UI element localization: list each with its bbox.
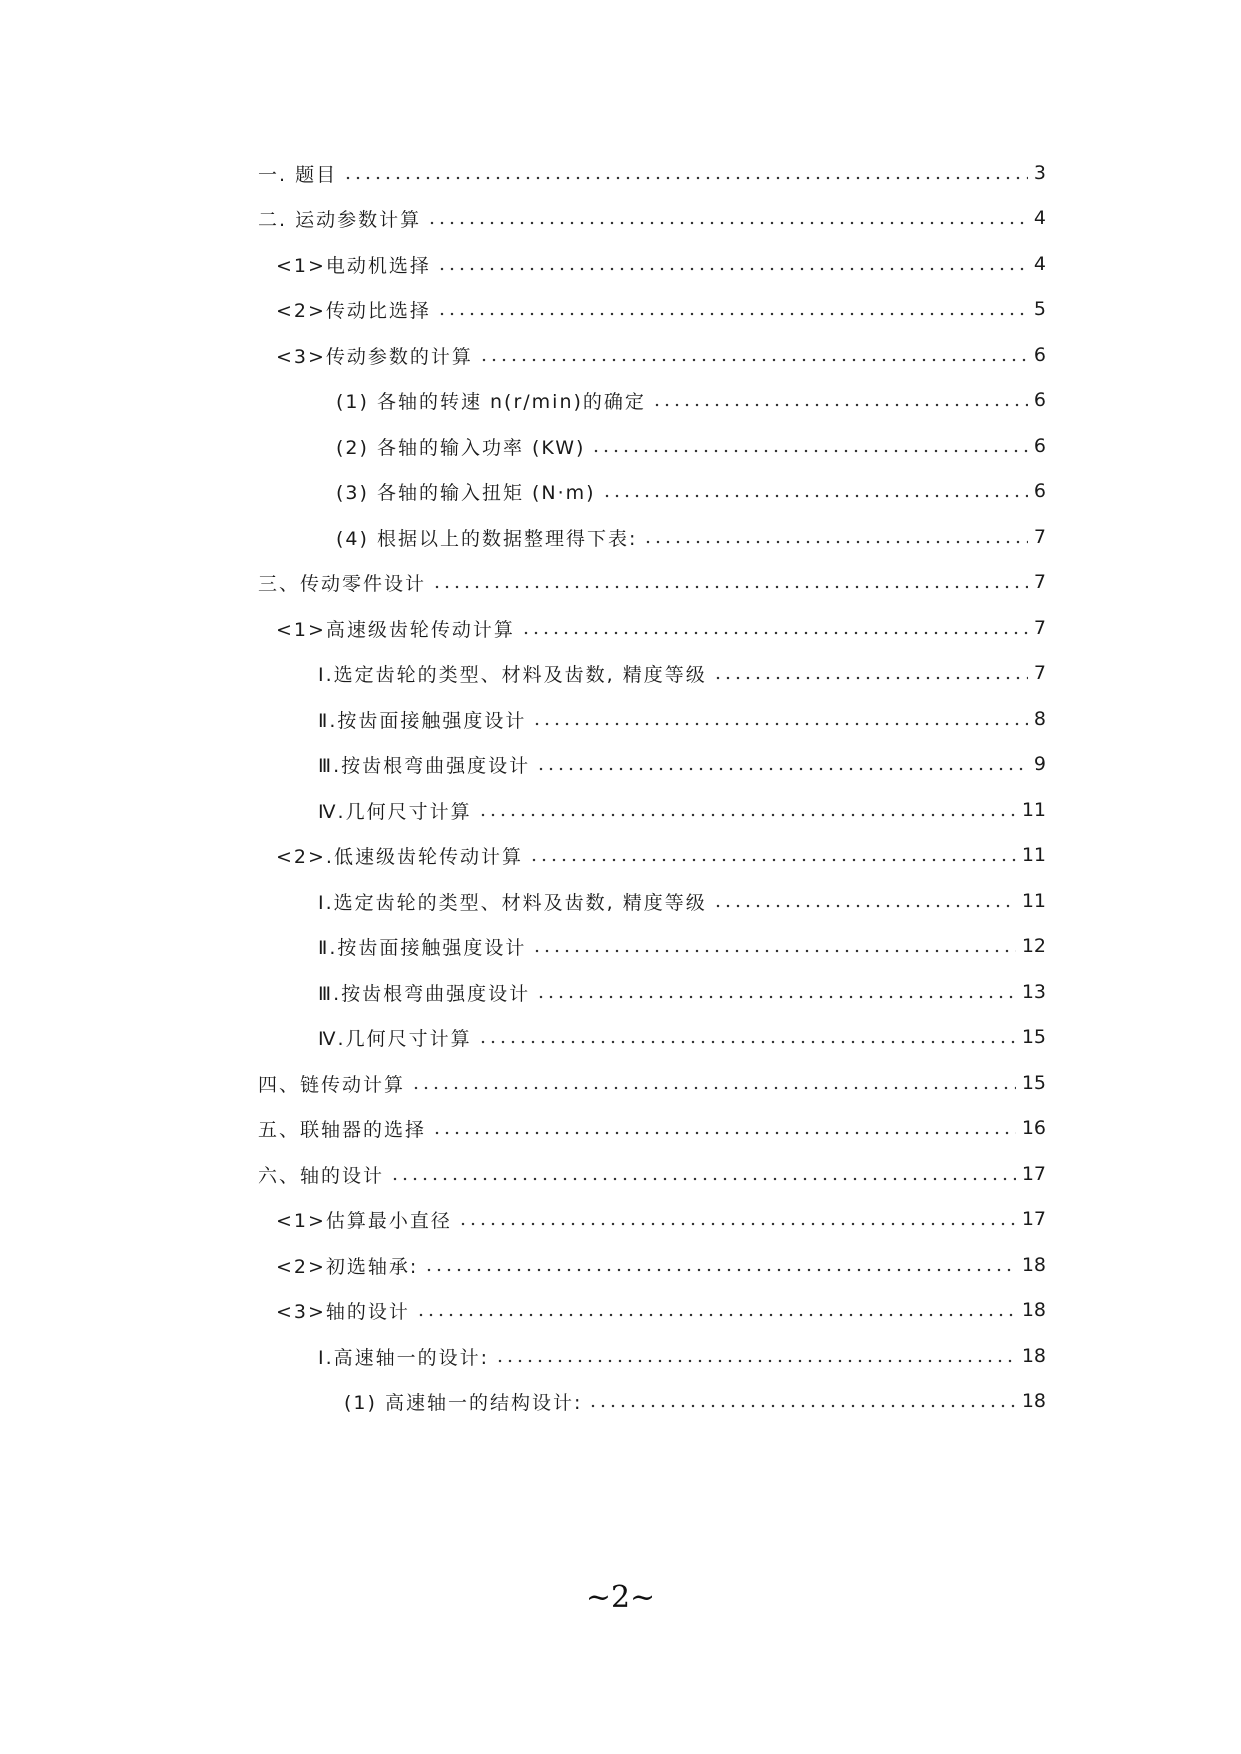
toc-entry[interactable] bbox=[344, 1383, 1046, 1419]
toc-dot-leader bbox=[652, 403, 1028, 407]
toc-dot-leader bbox=[427, 221, 1028, 225]
toc-dot-leader bbox=[390, 1177, 1016, 1181]
page-number: ~2~ bbox=[585, 1580, 656, 1615]
toc-dot-leader bbox=[437, 312, 1028, 316]
toc-entry[interactable] bbox=[336, 428, 1046, 464]
toc-entry-label: 一. 题目 bbox=[258, 163, 338, 186]
toc-entry[interactable] bbox=[318, 974, 1046, 1010]
toc-entry-label: <3>传动参数的计算 bbox=[276, 345, 473, 368]
toc-entry-page: 6 bbox=[1033, 480, 1046, 502]
toc-entry-page: 18 bbox=[1021, 1390, 1046, 1412]
toc-entry-page: 12 bbox=[1021, 935, 1046, 957]
toc-dot-leader bbox=[479, 358, 1028, 362]
toc-dot-leader bbox=[588, 1404, 1015, 1408]
toc-entry-label: Ⅱ.按齿面接触强度设计 bbox=[318, 709, 527, 732]
toc-entry-page: 15 bbox=[1021, 1026, 1046, 1048]
toc-entry-page: 6 bbox=[1033, 389, 1046, 411]
toc-dot-leader bbox=[411, 1086, 1016, 1090]
toc-entry-page: 7 bbox=[1033, 617, 1046, 639]
toc-entry-page: 17 bbox=[1021, 1163, 1046, 1185]
toc-dot-leader bbox=[416, 1313, 1016, 1317]
toc-entry-page: 7 bbox=[1033, 662, 1046, 684]
toc-entry-label: (2) 各轴的输入功率 (KW) bbox=[336, 436, 586, 459]
toc-entry-label: 五、联轴器的选择 bbox=[258, 1118, 427, 1141]
toc-entry-label: <2>.低速级齿轮传动计算 bbox=[276, 845, 523, 868]
toc-dot-leader bbox=[458, 1222, 1016, 1226]
toc-entry-label: Ⅰ.选定齿轮的类型、材料及齿数, 精度等级 bbox=[318, 663, 707, 686]
toc-entry[interactable] bbox=[276, 837, 1046, 873]
toc-dot-leader bbox=[343, 176, 1028, 180]
toc-entry[interactable] bbox=[276, 1292, 1046, 1328]
toc-entry-page: 11 bbox=[1021, 844, 1046, 866]
toc-entry[interactable] bbox=[336, 519, 1046, 555]
toc-entry-label: <1>电动机选择 bbox=[276, 254, 431, 277]
toc-entry[interactable] bbox=[258, 200, 1046, 236]
toc-dot-leader bbox=[432, 1131, 1016, 1135]
toc-entry[interactable] bbox=[258, 155, 1046, 191]
toc-dot-leader bbox=[713, 676, 1028, 680]
toc-entry[interactable] bbox=[318, 1338, 1046, 1374]
toc-dot-leader bbox=[532, 722, 1028, 726]
toc-entry[interactable] bbox=[318, 883, 1046, 919]
toc-entry[interactable] bbox=[276, 246, 1046, 282]
toc-dot-leader bbox=[536, 767, 1028, 771]
toc-entry[interactable] bbox=[318, 701, 1046, 737]
toc-dot-leader bbox=[495, 1359, 1016, 1363]
toc-entry-label: (1) 各轴的转速 n(r/min)的确定 bbox=[336, 390, 646, 413]
toc-entry-page: 3 bbox=[1033, 162, 1046, 184]
toc-entry-page: 7 bbox=[1033, 526, 1046, 548]
toc-entry-label: 二. 运动参数计算 bbox=[258, 208, 422, 231]
toc-entry-label: <1>估算最小直径 bbox=[276, 1209, 452, 1232]
toc-entry[interactable] bbox=[276, 337, 1046, 373]
toc-dot-leader bbox=[432, 585, 1028, 589]
toc-entry[interactable] bbox=[276, 291, 1046, 327]
toc-dot-leader bbox=[536, 995, 1016, 999]
toc-entry-page: 4 bbox=[1033, 253, 1046, 275]
toc-entry-label: 四、链传动计算 bbox=[258, 1073, 406, 1096]
toc-entry-label: <2>传动比选择 bbox=[276, 299, 431, 322]
toc-entry[interactable] bbox=[318, 655, 1046, 691]
toc-entry[interactable] bbox=[258, 1110, 1046, 1146]
toc-entry-page: 6 bbox=[1033, 435, 1046, 457]
toc-dot-leader bbox=[437, 267, 1028, 271]
toc-entry-page: 15 bbox=[1021, 1072, 1046, 1094]
toc-entry-page: 11 bbox=[1021, 799, 1046, 821]
toc-entry[interactable] bbox=[258, 564, 1046, 600]
toc-entry-page: 9 bbox=[1033, 753, 1046, 775]
toc-entry-page: 18 bbox=[1021, 1345, 1046, 1367]
toc-entry-label: 三、传动零件设计 bbox=[258, 572, 427, 595]
toc-entry[interactable] bbox=[318, 1019, 1046, 1055]
toc-entry-label: Ⅲ.按齿根弯曲强度设计 bbox=[318, 982, 531, 1005]
toc-entry-label: 六、轴的设计 bbox=[258, 1164, 385, 1187]
toc-entry[interactable] bbox=[336, 382, 1046, 418]
toc-entry[interactable] bbox=[276, 1247, 1046, 1283]
toc-dot-leader bbox=[478, 813, 1016, 817]
toc-entry-page: 18 bbox=[1021, 1254, 1046, 1276]
toc-entry-label: Ⅰ.选定齿轮的类型、材料及齿数, 精度等级 bbox=[318, 891, 707, 914]
toc-entry-page: 18 bbox=[1021, 1299, 1046, 1321]
toc-entry[interactable] bbox=[318, 792, 1046, 828]
toc-entry-label: Ⅳ.几何尺寸计算 bbox=[318, 1027, 472, 1050]
toc-entry[interactable] bbox=[318, 928, 1046, 964]
toc-entry-page: 5 bbox=[1033, 298, 1046, 320]
toc-entry[interactable] bbox=[276, 610, 1046, 646]
toc-entry-page: 6 bbox=[1033, 344, 1046, 366]
toc-entry-page: 17 bbox=[1021, 1208, 1046, 1230]
toc-entry-label: Ⅱ.按齿面接触强度设计 bbox=[318, 936, 527, 959]
toc-entry[interactable] bbox=[336, 473, 1046, 509]
toc-entry-page: 16 bbox=[1021, 1117, 1046, 1139]
toc-dot-leader bbox=[602, 494, 1028, 498]
toc-dot-leader bbox=[424, 1268, 1015, 1272]
toc-dot-leader bbox=[591, 449, 1028, 453]
toc-entry-label: Ⅳ.几何尺寸计算 bbox=[318, 800, 472, 823]
toc-entry-label: (4) 根据以上的数据整理得下表: bbox=[336, 527, 638, 550]
toc-dot-leader bbox=[478, 1040, 1016, 1044]
toc-dot-leader bbox=[643, 540, 1028, 544]
toc-entry[interactable] bbox=[276, 1201, 1046, 1237]
toc-entry-page: 4 bbox=[1033, 207, 1046, 229]
toc-entry-label: Ⅰ.高速轴一的设计: bbox=[318, 1346, 490, 1369]
toc-entry-page: 11 bbox=[1021, 890, 1046, 912]
toc-entry[interactable] bbox=[318, 746, 1046, 782]
toc-entry-page: 7 bbox=[1033, 571, 1046, 593]
toc-dot-leader bbox=[521, 631, 1028, 635]
toc-entry-page: 8 bbox=[1033, 708, 1046, 730]
toc-entry-label: <3>轴的设计 bbox=[276, 1300, 410, 1323]
toc-entry-label: <1>高速级齿轮传动计算 bbox=[276, 618, 515, 641]
toc-dot-leader bbox=[529, 858, 1016, 862]
toc-entry-label: (1) 高速轴一的结构设计: bbox=[344, 1391, 583, 1414]
toc-entry[interactable] bbox=[258, 1065, 1046, 1101]
toc-dot-leader bbox=[532, 949, 1015, 953]
toc-entry-page: 13 bbox=[1021, 981, 1046, 1003]
toc-entry-label: <2>初选轴承: bbox=[276, 1255, 419, 1278]
toc-entry-label: (3) 各轴的输入扭矩 (N·m) bbox=[336, 481, 596, 504]
toc-dot-leader bbox=[713, 904, 1016, 908]
toc-entry-label: Ⅲ.按齿根弯曲强度设计 bbox=[318, 754, 531, 777]
toc-entry[interactable] bbox=[258, 1156, 1046, 1192]
